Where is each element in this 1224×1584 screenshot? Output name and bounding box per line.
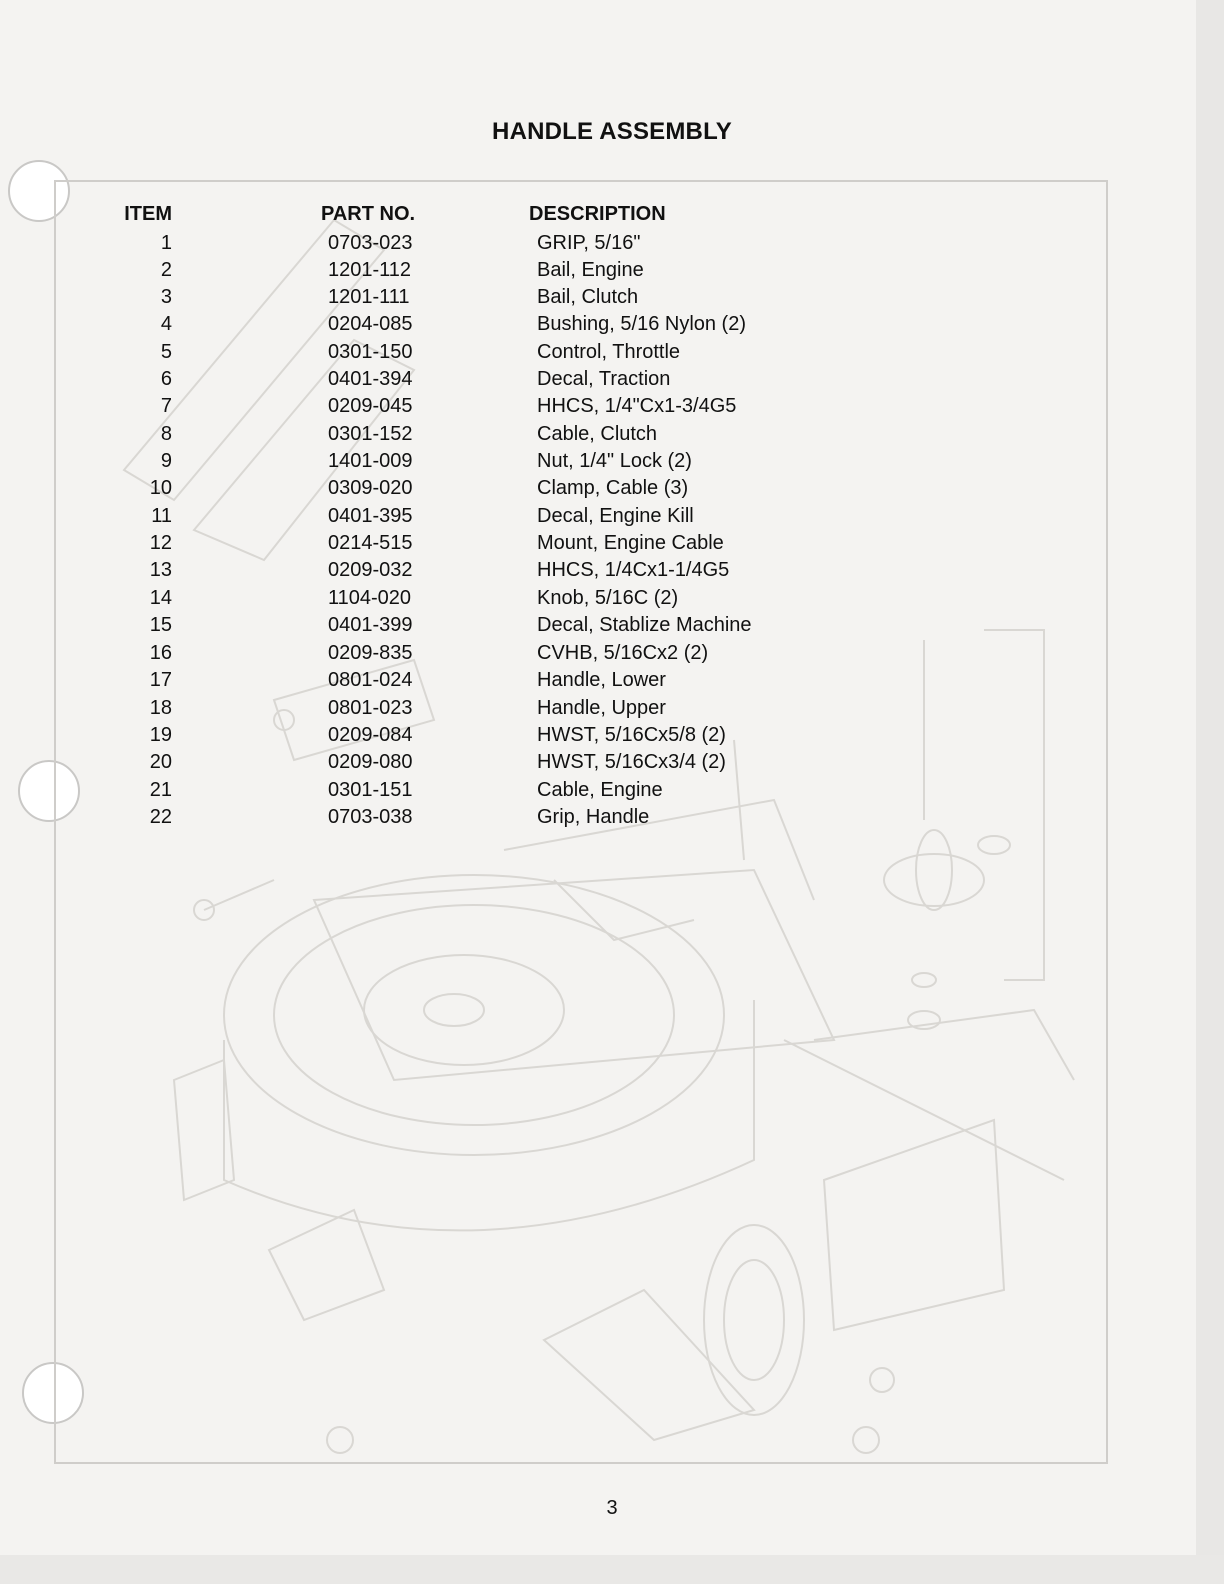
column-header-description: DESCRIPTION xyxy=(529,203,666,225)
item-number: 15 xyxy=(149,614,172,636)
table-row xyxy=(0,505,1224,532)
part-description: Bushing, 5/16 Nylon (2) xyxy=(537,313,747,335)
part-description: HHCS, 1/4"Cx1-3/4G5 xyxy=(537,395,737,417)
item-number: 6 xyxy=(160,368,172,390)
item-number: 8 xyxy=(160,423,172,445)
part-number: 1401-009 xyxy=(328,450,413,472)
item-number: 1 xyxy=(160,232,172,254)
part-number: 1201-112 xyxy=(328,259,412,281)
item-number: 2 xyxy=(160,259,172,281)
part-description: Handle, Upper xyxy=(537,697,666,719)
part-description: HWST, 5/16Cx5/8 (2) xyxy=(537,724,726,746)
table-row xyxy=(0,450,1224,477)
part-description: GRIP, 5/16" xyxy=(537,232,641,254)
item-number: 17 xyxy=(149,669,172,691)
part-description: Bail, Engine xyxy=(537,259,644,281)
part-number: 1201-111 xyxy=(328,286,410,308)
part-description: Clamp, Cable (3) xyxy=(537,477,689,499)
part-description: Cable, Engine xyxy=(537,779,663,801)
part-number: 0209-084 xyxy=(328,724,413,746)
page-number: 3 xyxy=(606,1497,618,1519)
table-row xyxy=(0,779,1224,806)
table-row xyxy=(0,697,1224,724)
part-description: CVHB, 5/16Cx2 (2) xyxy=(537,642,709,664)
item-number: 16 xyxy=(149,642,172,664)
part-description: Handle, Lower xyxy=(537,669,666,691)
item-number: 3 xyxy=(160,286,172,308)
part-description: Nut, 1/4" Lock (2) xyxy=(537,450,692,472)
table-row xyxy=(0,313,1224,340)
part-description: Control, Throttle xyxy=(537,341,681,363)
column-header-part-no: PART NO. xyxy=(321,203,416,225)
item-number: 21 xyxy=(149,779,172,801)
table-row xyxy=(0,259,1224,286)
part-number: 0214-515 xyxy=(328,532,413,554)
item-number: 22 xyxy=(149,806,172,828)
table-row xyxy=(0,724,1224,751)
part-number: 0301-152 xyxy=(328,423,413,445)
table-row xyxy=(0,669,1224,696)
part-number: 0401-395 xyxy=(328,505,413,527)
part-description: Mount, Engine Cable xyxy=(537,532,724,554)
part-number: 0801-023 xyxy=(328,697,413,719)
table-row xyxy=(0,559,1224,586)
table-row xyxy=(0,806,1224,833)
part-description: Decal, Engine Kill xyxy=(537,505,694,527)
part-description: Bail, Clutch xyxy=(537,286,639,308)
table-row xyxy=(0,587,1224,614)
part-description: HWST, 5/16Cx3/4 (2) xyxy=(537,751,726,773)
part-description: Decal, Traction xyxy=(537,368,671,390)
table-row xyxy=(0,642,1224,669)
part-number: 0301-151 xyxy=(328,779,413,801)
part-description: Cable, Clutch xyxy=(537,423,658,445)
part-description: Decal, Stablize Machine xyxy=(537,614,752,636)
table-row xyxy=(0,286,1224,313)
part-number: 0204-085 xyxy=(328,313,413,335)
table-row xyxy=(0,368,1224,395)
item-number: 9 xyxy=(160,450,172,472)
part-number: 0309-020 xyxy=(328,477,413,499)
part-number: 0209-032 xyxy=(328,559,413,581)
table-row xyxy=(0,751,1224,778)
part-number: 0209-045 xyxy=(328,395,413,417)
table-row xyxy=(0,532,1224,559)
part-description: Grip, Handle xyxy=(537,806,650,828)
item-number: 11 xyxy=(151,505,172,527)
table-row xyxy=(0,477,1224,504)
table-row xyxy=(0,232,1224,259)
item-number: 7 xyxy=(160,395,172,417)
table-row xyxy=(0,614,1224,641)
item-number: 5 xyxy=(160,341,172,363)
item-number: 18 xyxy=(149,697,172,719)
item-number: 13 xyxy=(149,559,172,581)
part-number: 0209-080 xyxy=(328,751,413,773)
part-number: 0703-023 xyxy=(328,232,413,254)
column-header-item: ITEM xyxy=(124,203,172,225)
item-number: 12 xyxy=(149,532,172,554)
item-number: 10 xyxy=(149,477,172,499)
item-number: 20 xyxy=(149,751,172,773)
part-description: HHCS, 1/4Cx1-1/4G5 xyxy=(537,559,730,581)
item-number: 4 xyxy=(160,313,172,335)
part-number: 0801-024 xyxy=(328,669,413,691)
table-row xyxy=(0,341,1224,368)
table-row xyxy=(0,395,1224,422)
page-title: HANDLE ASSEMBLY xyxy=(492,118,732,145)
part-number: 0401-394 xyxy=(328,368,413,390)
part-number: 0703-038 xyxy=(328,806,413,828)
part-number: 0401-399 xyxy=(328,614,413,636)
item-number: 19 xyxy=(149,724,172,746)
part-number: 1104-020 xyxy=(328,587,412,609)
table-row xyxy=(0,423,1224,450)
item-number: 14 xyxy=(149,587,172,609)
part-number: 0301-150 xyxy=(328,341,413,363)
page-bottom-edge xyxy=(0,1555,1224,1584)
part-description: Knob, 5/16C (2) xyxy=(537,587,679,609)
part-number: 0209-835 xyxy=(328,642,413,664)
